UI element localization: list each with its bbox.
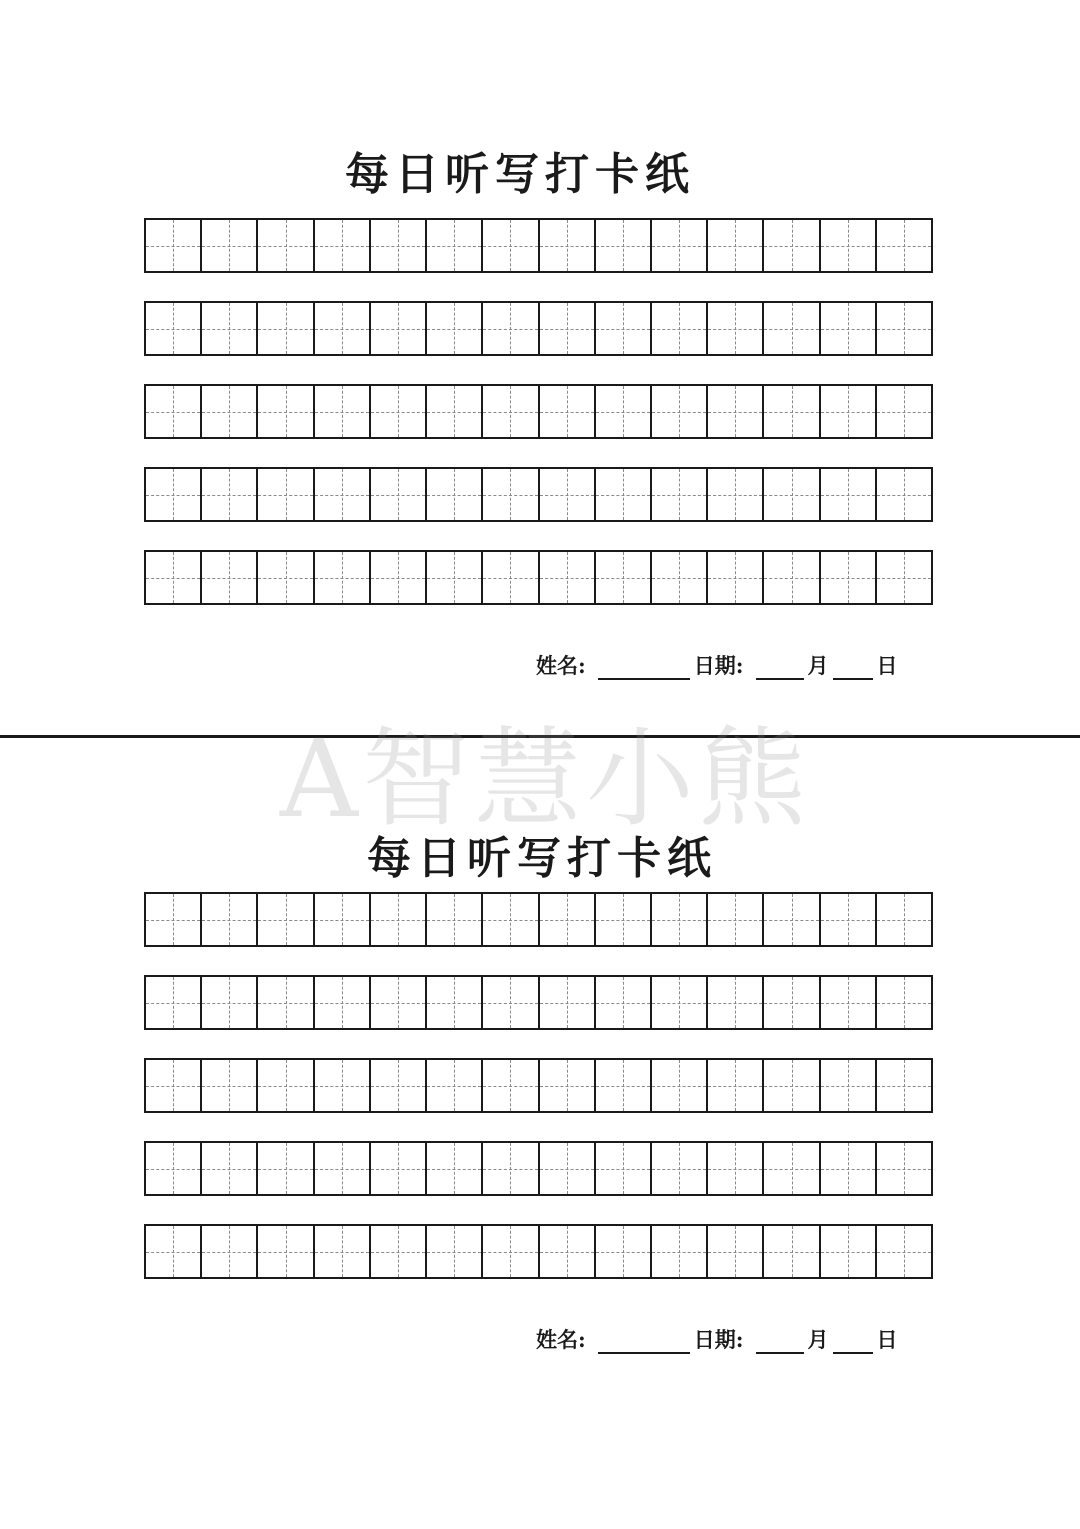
writing-cell[interactable] xyxy=(371,894,427,945)
writing-cell[interactable] xyxy=(371,1143,427,1194)
writing-cell[interactable] xyxy=(146,303,202,354)
writing-cell[interactable] xyxy=(877,977,931,1028)
writing-cell[interactable] xyxy=(540,552,596,603)
writing-cell[interactable] xyxy=(652,220,708,271)
writing-cell[interactable] xyxy=(708,977,764,1028)
writing-cell[interactable] xyxy=(371,220,427,271)
writing-cell[interactable] xyxy=(708,1060,764,1111)
writing-cell[interactable] xyxy=(483,894,539,945)
writing-cell[interactable] xyxy=(315,552,371,603)
grid-row xyxy=(144,301,933,356)
writing-cell[interactable] xyxy=(483,552,539,603)
writing-cell[interactable] xyxy=(877,1143,931,1194)
writing-cell[interactable] xyxy=(146,1143,202,1194)
writing-cell[interactable] xyxy=(371,469,427,520)
sheet-title: 每日听写打卡纸 xyxy=(345,149,695,200)
grid-row xyxy=(144,1224,933,1279)
writing-cell[interactable] xyxy=(540,1226,596,1277)
writing-cell[interactable] xyxy=(258,1226,314,1277)
writing-cell[interactable] xyxy=(821,894,877,945)
writing-cell[interactable] xyxy=(877,552,931,603)
writing-cell[interactable] xyxy=(764,469,820,520)
date-label: 日期: xyxy=(693,1327,744,1352)
writing-cell[interactable] xyxy=(652,1143,708,1194)
writing-cell[interactable] xyxy=(596,1143,652,1194)
grid-row xyxy=(144,218,933,273)
writing-cell[interactable] xyxy=(427,894,483,945)
grid-row xyxy=(144,892,933,947)
writing-cell[interactable] xyxy=(427,552,483,603)
writing-cell[interactable] xyxy=(596,386,652,437)
writing-cell[interactable] xyxy=(821,977,877,1028)
grid-row xyxy=(144,467,933,522)
writing-cell[interactable] xyxy=(540,1060,596,1111)
writing-cell[interactable] xyxy=(764,386,820,437)
writing-cell[interactable] xyxy=(427,386,483,437)
writing-cell[interactable] xyxy=(146,1226,202,1277)
writing-cell[interactable] xyxy=(427,1143,483,1194)
writing-cell[interactable] xyxy=(764,220,820,271)
name-blank[interactable] xyxy=(598,654,690,680)
writing-cell[interactable] xyxy=(764,1060,820,1111)
writing-cell[interactable] xyxy=(427,977,483,1028)
writing-cell[interactable] xyxy=(146,1060,202,1111)
writing-cell[interactable] xyxy=(315,1060,371,1111)
writing-cell[interactable] xyxy=(315,303,371,354)
writing-cell[interactable] xyxy=(821,552,877,603)
writing-cell[interactable] xyxy=(258,1143,314,1194)
writing-cell[interactable] xyxy=(764,894,820,945)
writing-cell[interactable] xyxy=(540,977,596,1028)
writing-cell[interactable] xyxy=(877,1226,931,1277)
writing-cell[interactable] xyxy=(258,386,314,437)
writing-cell[interactable] xyxy=(596,220,652,271)
writing-cell[interactable] xyxy=(371,1226,427,1277)
grid-row xyxy=(144,975,933,1030)
writing-cell[interactable] xyxy=(652,977,708,1028)
writing-cell[interactable] xyxy=(877,303,931,354)
month-blank[interactable] xyxy=(756,1328,804,1354)
writing-cell[interactable] xyxy=(708,894,764,945)
writing-cell[interactable] xyxy=(371,552,427,603)
writing-cell[interactable] xyxy=(540,894,596,945)
day-label: 日 xyxy=(876,653,898,678)
writing-cell[interactable] xyxy=(202,1226,258,1277)
writing-cell[interactable] xyxy=(371,1060,427,1111)
writing-cell[interactable] xyxy=(483,1226,539,1277)
writing-cell[interactable] xyxy=(652,894,708,945)
writing-cell[interactable] xyxy=(371,977,427,1028)
writing-cell[interactable] xyxy=(764,552,820,603)
writing-cell[interactable] xyxy=(146,469,202,520)
writing-cell[interactable] xyxy=(315,1226,371,1277)
writing-cell[interactable] xyxy=(708,303,764,354)
writing-cell[interactable] xyxy=(821,303,877,354)
writing-cell[interactable] xyxy=(315,977,371,1028)
grid-row xyxy=(144,1058,933,1113)
writing-cell[interactable] xyxy=(821,220,877,271)
writing-cell[interactable] xyxy=(202,552,258,603)
writing-cell[interactable] xyxy=(821,469,877,520)
writing-cell[interactable] xyxy=(202,894,258,945)
sheet-footer xyxy=(536,1320,898,1354)
writing-cell[interactable] xyxy=(708,220,764,271)
writing-cell[interactable] xyxy=(371,386,427,437)
month-blank[interactable] xyxy=(756,654,804,680)
writing-cell[interactable] xyxy=(258,894,314,945)
writing-cell[interactable] xyxy=(652,469,708,520)
writing-cell[interactable] xyxy=(764,303,820,354)
writing-cell[interactable] xyxy=(596,469,652,520)
writing-cell[interactable] xyxy=(708,1226,764,1277)
writing-cell[interactable] xyxy=(315,220,371,271)
writing-cell[interactable] xyxy=(540,1143,596,1194)
writing-cell[interactable] xyxy=(877,220,931,271)
month-label: 月 xyxy=(807,1327,829,1352)
writing-cell[interactable] xyxy=(258,552,314,603)
writing-cell[interactable] xyxy=(258,469,314,520)
writing-cell[interactable] xyxy=(764,1226,820,1277)
writing-cell[interactable] xyxy=(652,303,708,354)
writing-cell[interactable] xyxy=(877,894,931,945)
writing-cell[interactable] xyxy=(821,1143,877,1194)
writing-cell[interactable] xyxy=(877,469,931,520)
writing-cell[interactable] xyxy=(315,469,371,520)
writing-cell[interactable] xyxy=(427,469,483,520)
name-label: 姓名: xyxy=(536,653,586,678)
watermark: A智慧小熊 xyxy=(280,717,810,842)
writing-cell[interactable] xyxy=(146,552,202,603)
grid-row xyxy=(144,1141,933,1196)
writing-cell[interactable] xyxy=(483,1143,539,1194)
month-label: 月 xyxy=(807,653,829,678)
writing-cell[interactable] xyxy=(202,977,258,1028)
writing-cell[interactable] xyxy=(258,977,314,1028)
writing-cell[interactable] xyxy=(146,894,202,945)
writing-cell[interactable] xyxy=(708,469,764,520)
writing-cell[interactable] xyxy=(821,386,877,437)
writing-cell[interactable] xyxy=(483,977,539,1028)
writing-cell[interactable] xyxy=(146,220,202,271)
sheet-title: 每日听写打卡纸 xyxy=(367,833,717,884)
writing-cell[interactable] xyxy=(258,220,314,271)
writing-cell[interactable] xyxy=(764,1143,820,1194)
writing-cell[interactable] xyxy=(596,977,652,1028)
writing-cell[interactable] xyxy=(202,220,258,271)
writing-cell[interactable] xyxy=(427,1060,483,1111)
writing-cell[interactable] xyxy=(371,303,427,354)
grid-row xyxy=(144,384,933,439)
writing-cell[interactable] xyxy=(540,220,596,271)
writing-cell[interactable] xyxy=(764,977,820,1028)
writing-cell[interactable] xyxy=(202,386,258,437)
writing-cell[interactable] xyxy=(596,1060,652,1111)
writing-cell[interactable] xyxy=(427,220,483,271)
writing-cell[interactable] xyxy=(202,303,258,354)
writing-cell[interactable] xyxy=(877,386,931,437)
writing-cell[interactable] xyxy=(652,1060,708,1111)
writing-cell[interactable] xyxy=(315,386,371,437)
name-label: 姓名: xyxy=(536,1327,586,1352)
writing-cell[interactable] xyxy=(315,1143,371,1194)
writing-cell[interactable] xyxy=(596,303,652,354)
writing-cell[interactable] xyxy=(315,894,371,945)
name-blank[interactable] xyxy=(598,1328,690,1354)
writing-cell[interactable] xyxy=(596,552,652,603)
writing-cell[interactable] xyxy=(540,386,596,437)
writing-cell[interactable] xyxy=(596,894,652,945)
writing-cell[interactable] xyxy=(652,552,708,603)
writing-cell[interactable] xyxy=(202,1143,258,1194)
writing-cell[interactable] xyxy=(483,386,539,437)
grid-row xyxy=(144,550,933,605)
writing-cell[interactable] xyxy=(483,1060,539,1111)
writing-cell[interactable] xyxy=(540,469,596,520)
writing-cell[interactable] xyxy=(258,1060,314,1111)
writing-cell[interactable] xyxy=(483,220,539,271)
sheet-footer xyxy=(536,646,898,680)
writing-cell[interactable] xyxy=(202,1060,258,1111)
writing-cell[interactable] xyxy=(708,552,764,603)
writing-cell[interactable] xyxy=(708,1143,764,1194)
day-blank[interactable] xyxy=(833,1328,873,1354)
writing-cell[interactable] xyxy=(483,303,539,354)
writing-cell[interactable] xyxy=(427,303,483,354)
writing-cell[interactable] xyxy=(146,977,202,1028)
writing-cell[interactable] xyxy=(877,1060,931,1111)
writing-cell[interactable] xyxy=(427,1226,483,1277)
date-label: 日期: xyxy=(693,653,744,678)
writing-cell[interactable] xyxy=(652,386,708,437)
writing-cell[interactable] xyxy=(821,1226,877,1277)
writing-cell[interactable] xyxy=(540,303,596,354)
writing-cell[interactable] xyxy=(202,469,258,520)
writing-cell[interactable] xyxy=(146,386,202,437)
day-label: 日 xyxy=(876,1327,898,1352)
writing-cell[interactable] xyxy=(258,303,314,354)
writing-cell[interactable] xyxy=(483,469,539,520)
day-blank[interactable] xyxy=(833,654,873,680)
writing-cell[interactable] xyxy=(821,1060,877,1111)
writing-cell[interactable] xyxy=(708,386,764,437)
writing-cell[interactable] xyxy=(652,1226,708,1277)
writing-cell[interactable] xyxy=(596,1226,652,1277)
